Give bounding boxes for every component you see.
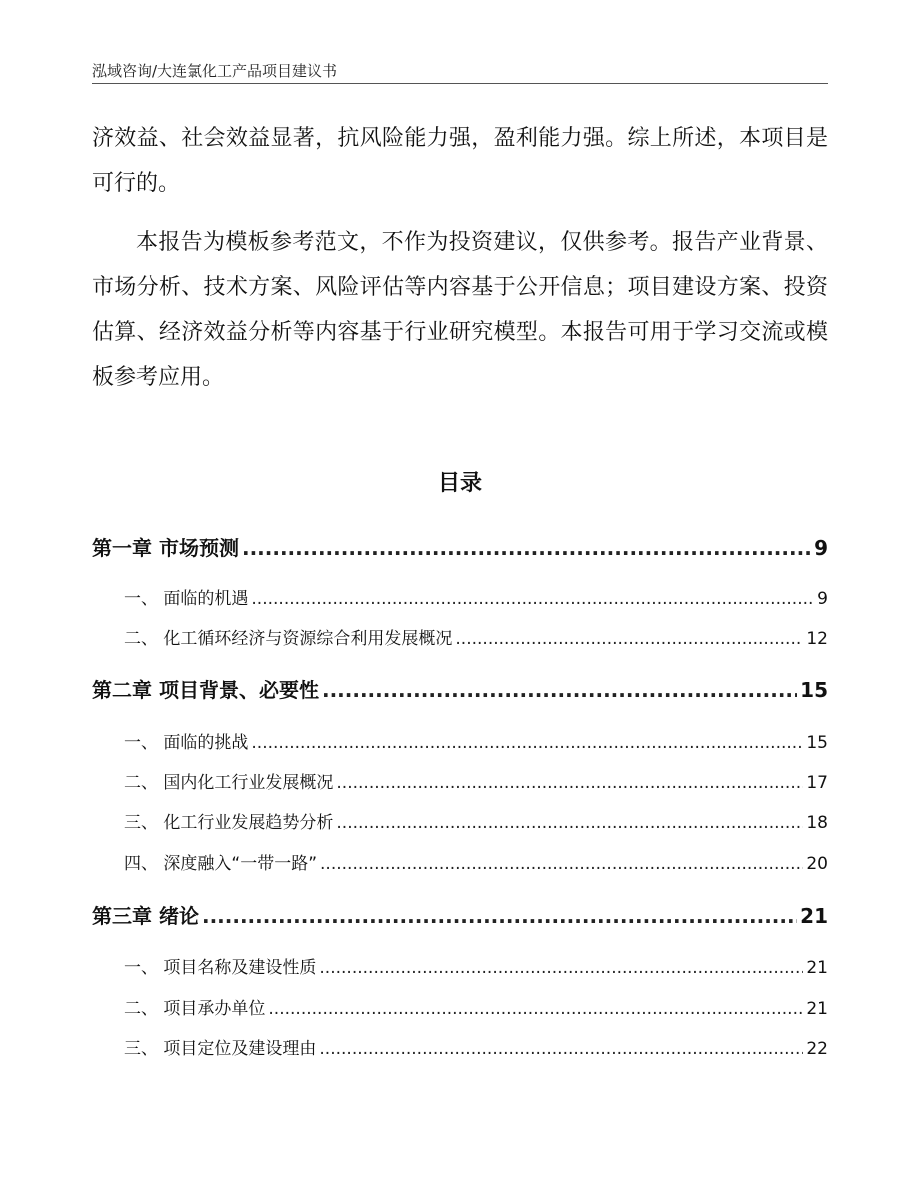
toc-leader-dots — [319, 958, 803, 978]
running-header: 泓域咨询/大连氯化工产品项目建议书 — [92, 62, 338, 80]
toc-chapter-3[interactable] — [92, 900, 828, 929]
toc-section-2-4[interactable] — [92, 849, 828, 874]
toc-section-2-1[interactable] — [92, 728, 828, 753]
toc-page-number: 20 — [806, 854, 828, 874]
toc-chapter-1[interactable] — [92, 532, 828, 561]
body-paragraph-2: 本报告为模板参考范文，不作为投资建议，仅供参考。报告产业背景、市场分析、技术方案、风险评估等内容基于公开信息；项目建设方案、投资估算、经济效益分析等内容基于行业研究模型。本报告可用于学习交流或模板参考应用。 — [92, 230, 828, 390]
body-paragraph-1: 济效益、社会效益显著，抗风险能力强，盈利能力强。综上所述，本项目是可行的。 — [92, 126, 828, 196]
header-divider — [92, 83, 828, 84]
toc-entry-text: 一、 面临的挑战 — [124, 733, 249, 753]
toc-leader-dots — [251, 589, 814, 609]
toc-entry-text: 四、 深度融入“一带一路” — [124, 854, 318, 874]
toc-page-number: 21 — [806, 999, 828, 1019]
toc-leader-dots — [336, 813, 803, 833]
toc-leader-dots — [268, 999, 803, 1019]
toc-leader-dots — [320, 854, 803, 874]
toc-entry-text: 第二章 项目背景、必要性 — [92, 678, 319, 702]
toc-entry-text: 一、 面临的机遇 — [124, 589, 249, 609]
toc-section-3-2[interactable] — [92, 994, 828, 1019]
toc-section-3-3[interactable] — [92, 1034, 828, 1059]
toc-leader-dots — [319, 1039, 803, 1059]
toc-section-2-3[interactable] — [92, 808, 828, 833]
toc-page-number: 9 — [817, 589, 828, 609]
toc-page-number: 12 — [806, 629, 828, 649]
toc-leader-dots — [455, 629, 803, 649]
toc-page-number: 17 — [806, 773, 828, 793]
toc-page-number: 21 — [800, 904, 828, 928]
toc-entry-text: 二、 项目承办单位 — [124, 999, 266, 1019]
toc-section-2-2[interactable] — [92, 768, 828, 793]
toc-leader-dots — [336, 773, 803, 793]
toc-entry-text: 三、 化工行业发展趋势分析 — [124, 813, 334, 833]
toc-entry-text: 第三章 绪论 — [92, 904, 199, 928]
toc-page-number: 9 — [814, 536, 828, 560]
toc-entry-text: 一、 项目名称及建设性质 — [124, 958, 317, 978]
toc-entry-text: 三、 项目定位及建设理由 — [124, 1039, 317, 1059]
toc-entry-text: 第一章 市场预测 — [92, 536, 239, 560]
toc-title: 目录 — [437, 471, 482, 496]
toc-section-1-2[interactable] — [92, 624, 828, 649]
toc-section-1-1[interactable] — [92, 584, 828, 609]
toc-page-number: 15 — [800, 678, 828, 702]
toc-page-number: 22 — [806, 1039, 828, 1059]
toc-section-3-1[interactable] — [92, 953, 828, 978]
toc-entry-text: 二、 化工循环经济与资源综合利用发展概况 — [124, 629, 453, 649]
toc-chapter-2[interactable] — [92, 674, 828, 703]
toc-leader-dots — [251, 733, 803, 753]
toc-page-number: 21 — [806, 958, 828, 978]
toc-leader-dots — [242, 536, 811, 560]
toc-page-number: 18 — [806, 813, 828, 833]
toc-leader-dots — [322, 678, 797, 702]
toc-page-number: 15 — [806, 733, 828, 753]
toc-entry-text: 二、 国内化工行业发展概况 — [124, 773, 334, 793]
toc-leader-dots — [202, 904, 797, 928]
